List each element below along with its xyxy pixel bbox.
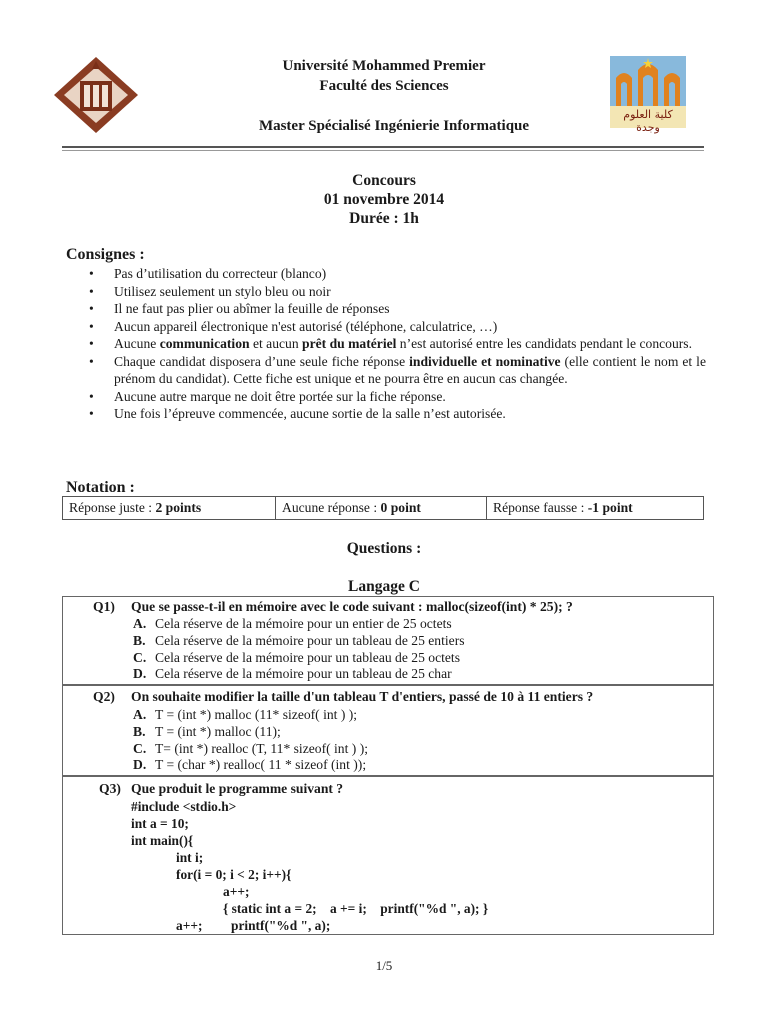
faculty-name: Faculté des Sciences [319, 78, 449, 94]
option-row [133, 633, 465, 650]
question-2-number: Q2) [93, 689, 115, 704]
consigne-text [88, 265, 706, 283]
code-line: a++; [223, 884, 250, 899]
page-number: 1/5 [375, 958, 393, 973]
option-text: Cela réserve de la mémoire pour un tableau de 25 octets [155, 649, 460, 665]
consigne-item [64, 265, 706, 283]
exam-duration: Durée : 1h [349, 210, 419, 227]
consigne-item [64, 318, 706, 336]
notation-label: Réponse fausse : [493, 500, 588, 515]
questions-heading: Questions : [346, 540, 422, 557]
notation-heading: Notation : [66, 479, 135, 496]
option-text: Cela réserve de la mémoire pour un entier de 25 octets [155, 616, 452, 631]
option-row [133, 666, 465, 683]
notation-table [62, 496, 704, 520]
master-title: Master Spécialisé Ingénierie Informatique [258, 118, 530, 134]
consignes-heading: Consignes : [66, 246, 145, 263]
question-3-text: Que produit le programme suivant ? [131, 781, 344, 796]
option-letter: B. [133, 723, 146, 739]
question-1-text: Que se passe-t-il en mémoire avec le code suivant : malloc(sizeof(int) * 25); ? [131, 599, 573, 614]
consignes-list [64, 265, 706, 423]
consigne-fragment: Aucune [114, 336, 160, 351]
exam-date: 01 novembre 2014 [323, 191, 445, 208]
code-line: printf("%d ", a); [231, 918, 331, 933]
consigne-fragment: Utilisez seulement un stylo bleu ou noir [114, 283, 331, 299]
notation-label: Réponse juste : [69, 500, 156, 515]
option-row [133, 757, 368, 774]
code-line: { static int a = 2; a += i; printf("%d ", a); } [223, 901, 489, 916]
consigne-fragment: et aucun [249, 336, 303, 351]
consigne-item [64, 335, 706, 353]
question-1-options [133, 616, 465, 683]
option-letter: B. [133, 632, 146, 648]
consigne-fragment: Aucune autre marque ne doit être portée sur la fiche réponse. [114, 388, 446, 404]
consigne-text [88, 318, 706, 336]
consigne-text [88, 335, 706, 353]
option-row [133, 707, 368, 724]
question-2-box [62, 685, 714, 776]
option-text: T = (char *) realloc( 11 * sizeof (int )); [155, 757, 367, 773]
option-row [133, 650, 465, 667]
code-line: for(i = 0; i < 2; i++){ [176, 867, 292, 882]
option-row [133, 741, 368, 758]
option-row [133, 616, 465, 633]
consigne-emphasis: prêt du matériel [302, 336, 397, 351]
code-line: int a = 10; [131, 816, 189, 831]
option-letter: A. [133, 707, 147, 722]
notation-value: -1 point [587, 500, 633, 515]
consigne-emphasis: communication [159, 336, 250, 351]
consigne-fragment: Chaque candidat disposera d’une seule fiche réponse [114, 353, 410, 369]
question-2-text: On souhaite modifier la taille d'un tableau T d'entiers, passé de 10 à 11 entiers ? [131, 689, 594, 704]
consigne-text [88, 405, 706, 423]
university-name: Université Mohammed Premier [282, 58, 486, 74]
consigne-item [64, 300, 706, 318]
option-text: T = (int *) malloc (11* sizeof( int ) ); [155, 707, 358, 722]
exam-title: Concours [352, 172, 416, 189]
option-text: T = (int *) malloc (11); [155, 723, 281, 739]
consigne-fragment: Aucun appareil électronique n'est autorisé (téléphone, calculatrice, …) [114, 318, 498, 334]
option-text: T= (int *) realloc (T, 11* sizeof( int ) ); [155, 740, 369, 756]
code-line: int i; [176, 850, 204, 865]
question-1-number: Q1) [93, 599, 115, 614]
option-text: Cela réserve de la mémoire pour un tableau de 25 char [155, 666, 452, 682]
notation-label: Aucune réponse : [282, 500, 381, 515]
consigne-fragment: Une fois l’épreuve commencée, aucune sortie de la salle n’est autorisée. [114, 406, 506, 421]
consigne-fragment: Il ne faut pas plier ou abîmer la feuille de réponses [114, 301, 390, 316]
code-line: #include <stdio.h> [131, 799, 237, 814]
consigne-text [88, 388, 706, 406]
section-title: Langage C [348, 578, 420, 595]
code-line: int main(){ [131, 833, 194, 848]
header-rule-thin [62, 150, 704, 151]
option-letter: C. [133, 740, 147, 756]
consigne-fragment: n’est autorisé entre les candidats pendant le concours. [396, 336, 692, 351]
question-3-number: Q3) [99, 781, 121, 796]
notation-value: 2 points [155, 500, 202, 515]
code-line: a++; [176, 918, 203, 933]
consigne-item [64, 283, 706, 301]
question-2-options [133, 707, 368, 774]
option-letter: A. [133, 616, 147, 631]
consigne-item [64, 405, 706, 423]
consigne-item [64, 388, 706, 406]
option-letter: D. [133, 666, 147, 682]
consigne-text [88, 300, 706, 318]
question-3-box [62, 776, 714, 935]
consigne-fragment: (elle contient le nom et le prénom du candidat). Cette fiche est unique et ne pourra être en aucun cas changée. [114, 353, 706, 386]
option-letter: C. [133, 649, 147, 665]
consigne-emphasis: individuelle et nominative [409, 353, 561, 369]
option-row [133, 724, 368, 741]
consigne-text [88, 283, 706, 301]
consigne-item [64, 353, 706, 388]
notation-cell-none [276, 497, 487, 520]
faculty-logo-text: كلية العلوم وجدة [623, 108, 673, 134]
option-letter: D. [133, 757, 147, 773]
option-text: Cela réserve de la mémoire pour un tableau de 25 entiers [155, 632, 465, 648]
notation-cell-wrong [487, 497, 704, 520]
header-rule [62, 146, 704, 148]
question-1-box [62, 596, 714, 685]
notation-cell-correct [63, 497, 276, 520]
consigne-fragment: Pas d’utilisation du correcteur (blanco) [114, 266, 327, 281]
consigne-text [88, 353, 706, 388]
notation-value: 0 point [380, 500, 421, 515]
